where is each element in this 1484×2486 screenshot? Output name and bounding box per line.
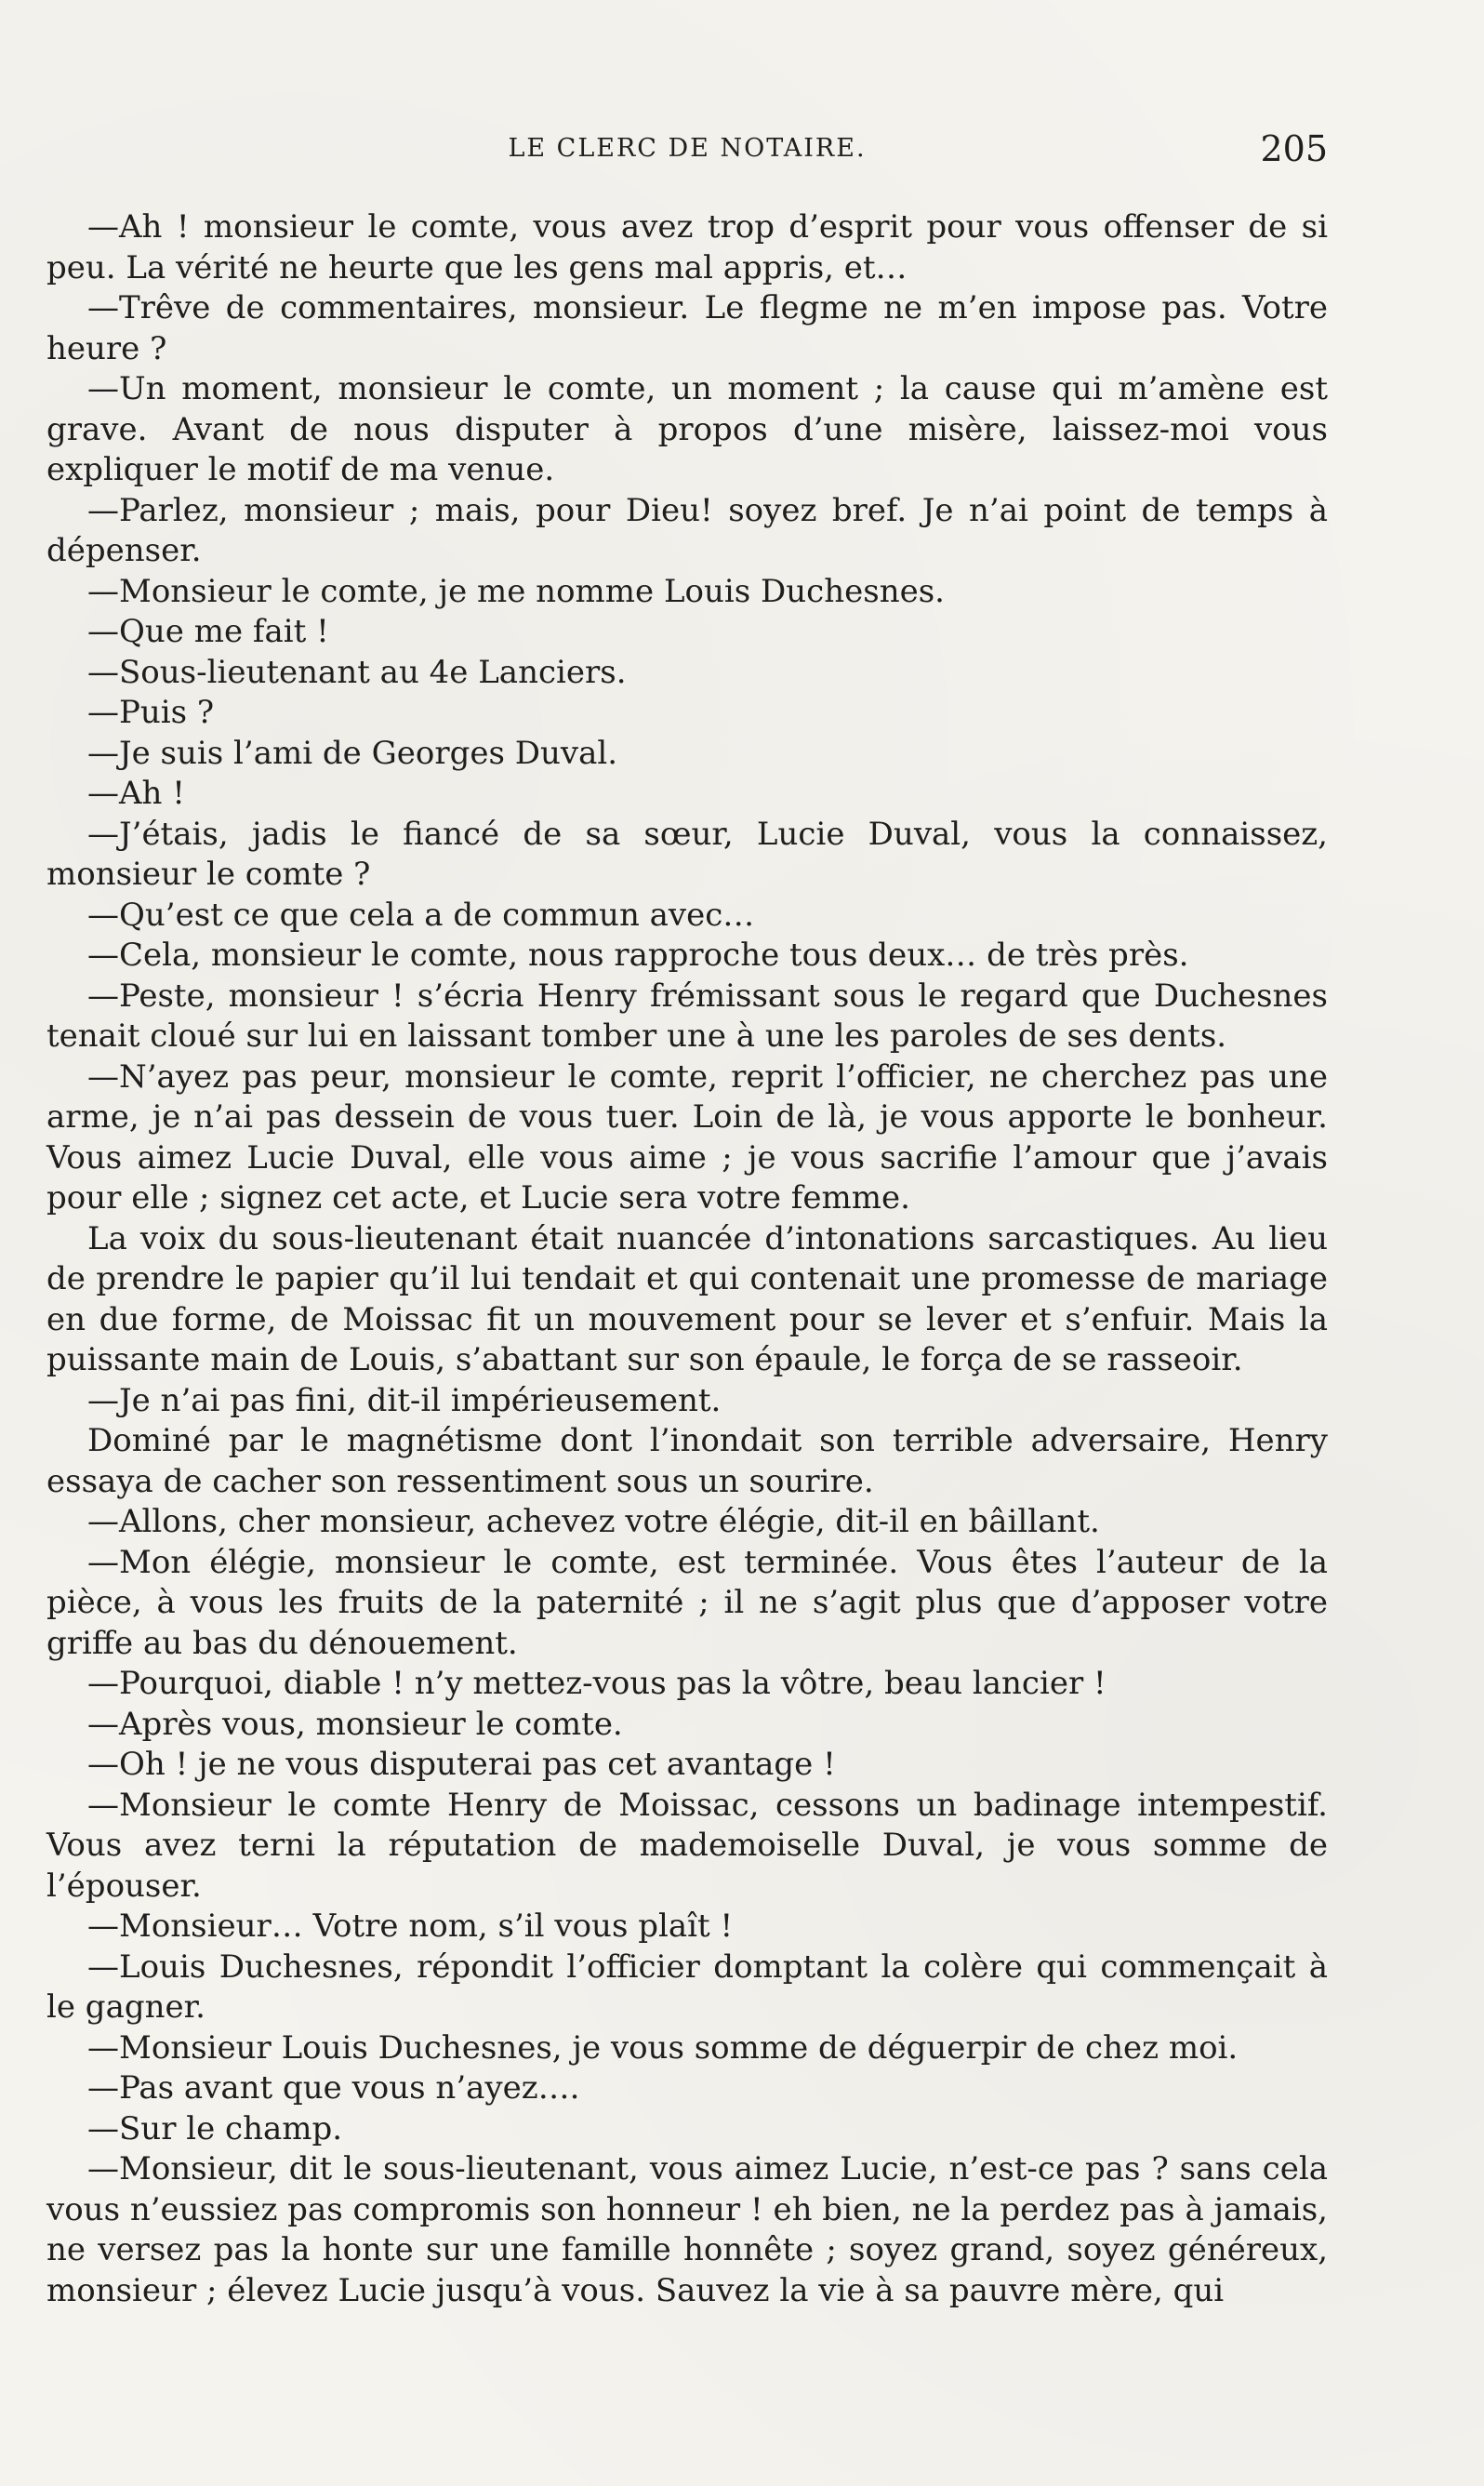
- paragraph: —Louis Duchesnes, répondit l’officier domptant la colère qui commençait à le gagner.: [46, 1948, 1328, 2026]
- paragraph: —J’étais, jadis le fiancé de sa sœur, Lucie Duval, vous la connaissez, monsieur le comte ?: [46, 815, 1328, 893]
- paragraph: —Sous-lieutenant au 4e Lanciers.: [87, 653, 627, 691]
- paragraph: —Pourquoi, diable ! n’y mettez-vous pas la vôtre, beau lancier !: [87, 1665, 1106, 1702]
- paragraph: —Mon élégie, monsieur le comte, est terminée. Vous êtes l’auteur de la pièce, à vous les fruits de la paternité ; il ne s’agit plus que d’apposer votre griffe au bas du dénouement.: [46, 1543, 1328, 1662]
- paragraph: —Un moment, monsieur le comte, un moment ; la cause qui m’amène est grave. Avant de nous disputer à propos d’une misère, laissez-moi vous expliquer le motif de ma venue.: [46, 370, 1328, 488]
- running-title: LE CLERC DE NOTAIRE.: [508, 134, 867, 163]
- paragraph: —Je n’ai pas fini, dit-il impérieusement.: [87, 1381, 722, 1419]
- paragraph: —N’ayez pas peur, monsieur le comte, reprit l’officier, ne cherchez pas une arme, je n’ai pas dessein de vous tuer. Loin de là, je vous apporte le bonheur. Vous aimez Lucie Duval, elle vous aime ; je vous sacrifie l’amour que j’avais pour elle ; signez cet acte, et Lucie sera votre femme.: [46, 1057, 1328, 1216]
- paragraph: —Monsieur Louis Duchesnes, je vous somme de déguerpir de chez moi.: [87, 2028, 1239, 2067]
- paragraph: —Monsieur… Votre nom, s’il vous plaît !: [87, 1908, 734, 1945]
- paragraph: —Qu’est ce que cela a de commun avec…: [87, 896, 755, 934]
- paragraph: —Je suis l’ami de Georges Duval.: [87, 734, 618, 772]
- paragraph: —Peste, monsieur ! s’écria Henry frémissant sous le regard que Duchesnes tenait cloué sur lui en laissant tomber une à une les paroles de ses dents.: [46, 977, 1328, 1055]
- paragraph: —Pas avant que vous n’ayez….: [87, 2069, 580, 2107]
- paragraph: —Après vous, monsieur le comte.: [87, 1705, 623, 1743]
- paragraph: —Monsieur, dit le sous-lieutenant, vous aimez Lucie, n’est-ce pas ? sans cela vous n’eussiez pas compromis son honneur ! eh bien, ne la perdez pas à jamais, ne versez pas la honte sur une famille honnête ; soyez grand, soyez généreux, monsieur ; élevez Lucie jusqu’à vous. Sauvez la vie à sa pauvre mère, qui: [46, 2150, 1328, 2309]
- paragraph: —Ah ! monsieur le comte, vous avez trop d’esprit pour vous offenser de si peu. La vérité ne heurte que les gens mal appris, et…: [46, 208, 1328, 286]
- paragraph: —Allons, cher monsieur, achevez votre élégie, dit-il en bâillant.: [87, 1503, 1100, 1540]
- paragraph: —Ah !: [87, 775, 185, 812]
- paragraph: —Que me fait !: [87, 613, 329, 650]
- paragraph: Dominé par le magnétisme dont l’inondait son terrible adversaire, Henry essaya de cacher son ressentiment sous un sourire.: [46, 1422, 1328, 1500]
- page-number: 205: [1260, 128, 1328, 169]
- paragraph: —Parlez, monsieur ; mais, pour Dieu! soyez bref. Je n’ai point de temps à dépenser.: [46, 491, 1328, 569]
- paragraph: —Puis ?: [87, 694, 215, 731]
- paragraph: —Trêve de commentaires, monsieur. Le flegme ne m’en impose pas. Votre heure ?: [46, 289, 1328, 367]
- page-header: [46, 128, 1328, 177]
- paragraph: —Cela, monsieur le comte, nous rapproche tous deux… de très près.: [87, 937, 1189, 974]
- paragraph: —Monsieur le comte, je me nomme Louis Duchesnes.: [87, 572, 945, 610]
- paragraph: —Monsieur le comte Henry de Moissac, cessons un badinage intempestif. Vous avez terni la réputation de mademoiselle Duval, je vous somme de l’épouser.: [46, 1786, 1328, 1905]
- paragraph: —Oh ! je ne vous disputerai pas cet avantage !: [87, 1746, 836, 1783]
- paragraph: —Sur le champ.: [87, 2109, 343, 2147]
- paragraph: La voix du sous-lieutenant était nuancée d’intonations sarcastiques. Au lieu de prendre le papier qu’il lui tendait et qui contenait une promesse de mariage en due forme, de Moissac fit un mouvement pour se lever et s’enfuir. Mais la puissante main de Louis, s’abattant sur son épaule, le força de se rasseoir.: [46, 1219, 1328, 1378]
- body-text: [46, 207, 1328, 2311]
